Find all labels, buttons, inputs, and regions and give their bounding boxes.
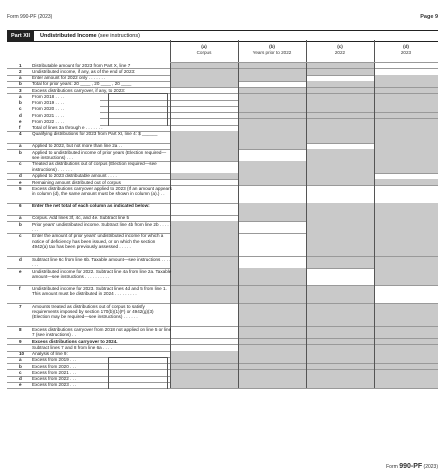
- line-text: From 2021 . . . .: [32, 112, 65, 118]
- line-text: Subtract line 6c from line 6b. Taxable amount—see instructions . . . . . . .: [32, 256, 171, 267]
- line-number: 8: [19, 326, 22, 332]
- line-text: Enter the net total of each column as indicated below:: [32, 203, 150, 209]
- line-text: Undistributed income for 2022. Subtract line 4a from line 2a. Taxable amount—see instructions . . . . . . . . . .: [32, 268, 172, 279]
- line-text: Qualifying distributions for 2023 from Part XI, line 4: $ ______: [32, 131, 158, 137]
- line-text: From 2020 . . . .: [32, 106, 65, 112]
- line-number: a: [19, 215, 22, 221]
- shaded-cell: [307, 161, 374, 172]
- shaded-cell: [375, 131, 438, 142]
- line-number: 2: [19, 68, 22, 74]
- line-number: e: [19, 179, 22, 185]
- line-text: Distributable amount for 2023 from Part X, line 7: [32, 62, 131, 68]
- line-text: Excess distributions carryover to 2024.: [32, 338, 118, 344]
- line-number: d: [19, 112, 22, 118]
- row-divider: [7, 388, 438, 389]
- shaded-cell: [375, 149, 438, 160]
- line-text: Prior years' undistributed income. Subtract line 4b from line 2b . . . . . . . .: [32, 221, 172, 232]
- column-divider: [238, 40, 239, 388]
- shaded-cell: [239, 131, 306, 142]
- line-text: Subtract lines 7 and 8 from line 6a . . . .: [32, 344, 112, 350]
- line-number: b: [19, 81, 22, 87]
- line-number: 10: [19, 351, 25, 357]
- line-number: c: [19, 161, 22, 167]
- line-text: From 2019 . . . .: [32, 100, 65, 106]
- shaded-cell: [239, 304, 306, 327]
- shaded-cell: [307, 304, 374, 327]
- form-id: Form 990-PF (2023): [7, 14, 53, 20]
- column-divider: [374, 40, 375, 388]
- shaded-cell: [307, 131, 374, 142]
- shaded-cell: [375, 327, 438, 338]
- line-text: Excess from 2023 . . .: [32, 382, 77, 388]
- shaded-cell: [239, 268, 306, 285]
- shaded-cell: [239, 161, 306, 172]
- page-footer: Form 990-PF (2023): [386, 463, 438, 470]
- line-text: Applied to 2023 distributable amount . . . .: [32, 173, 117, 179]
- shaded-cell: [171, 268, 238, 285]
- line-text: Excess from 2019 . . .: [32, 357, 77, 363]
- shaded-cell: [375, 203, 438, 214]
- line-number: e: [19, 118, 22, 124]
- line-number: a: [19, 357, 22, 363]
- page-number: Page 9: [420, 14, 438, 20]
- shaded-cell: [171, 221, 238, 232]
- shaded-cell: [171, 257, 238, 268]
- shaded-cell: [239, 286, 306, 303]
- page-header: [7, 14, 438, 23]
- part-label: Part XII: [7, 31, 34, 41]
- line-text: Remaining amount distributed out of corpus: [32, 179, 121, 185]
- line-text: Amounts treated as distributions out of corpus to satisfy requirements imposed by section 170(b)(1)(F) or 4942(g)(3) (Election may be required—see instructions) . . . . . .: [32, 303, 154, 320]
- line-number: a: [19, 75, 22, 81]
- column-header-d: (d) 2023: [400, 44, 412, 55]
- line-number: 1: [19, 62, 22, 68]
- line-number: d: [19, 173, 22, 179]
- shaded-cell: [239, 203, 306, 214]
- line-text: Total for prior years: 20 ____ , 20 ____ , 20 ____: [32, 81, 132, 87]
- line-number: b: [19, 100, 22, 106]
- column-header-b: (b) Years prior to 2022: [252, 44, 292, 55]
- shaded-cell: [171, 131, 238, 142]
- line-text: Applied to 2022, but not more than line 2a . .: [32, 143, 123, 149]
- line-text: Excess distributions carryover from 2018 not applied on line 5 or line 7 (see instructions) . .: [32, 326, 172, 338]
- header-divider: [170, 62, 438, 63]
- shaded-cell: [375, 257, 438, 268]
- line-text: Excess distributions carryover, if any, to 2023:: [32, 87, 126, 93]
- line-number: f: [19, 125, 21, 131]
- line-number: b: [19, 149, 22, 155]
- line-number: c: [19, 233, 22, 239]
- line-text: Treated as distributions out of corpus (Election required—see instructions) . . . . . .: [32, 161, 157, 172]
- column-header-a: (a) Corpus: [196, 44, 212, 55]
- line-number: 6: [19, 203, 22, 209]
- line-number: c: [19, 106, 22, 112]
- line-number: b: [19, 221, 22, 227]
- line-number: 4: [19, 131, 22, 137]
- line-number: d: [19, 376, 22, 382]
- line-number: f: [19, 286, 21, 292]
- shaded-cell: [375, 268, 438, 285]
- line-text: Undistributed income, if any, as of the end of 2023:: [32, 68, 136, 74]
- line-text: Applied to undistributed income of prior years (Election required—see instructions) . . .: [32, 149, 167, 160]
- line-text: Excess from 2021 . . .: [32, 369, 77, 375]
- column-header-c: (c) 2022: [334, 44, 346, 55]
- line-text: Enter amount for 2022 only . . . . . . .: [32, 75, 106, 81]
- shaded-cell: [171, 233, 238, 256]
- line-number: b: [19, 363, 22, 369]
- shaded-cell: [307, 149, 374, 160]
- line-text: From 2022 . . . .: [32, 118, 65, 124]
- line-number: c: [19, 369, 22, 375]
- shaded-cell: [307, 233, 374, 256]
- line-text: Corpus. Add lines 3f, 4c, and 4e. Subtract line 5: [32, 215, 130, 221]
- line-number: d: [19, 256, 22, 262]
- line-text: Excess from 2020 . . .: [32, 363, 77, 369]
- shaded-cell: [307, 203, 374, 214]
- line-text: Total of lines 3a through e . . . . . . .: [32, 125, 103, 131]
- line-number: 3: [19, 87, 22, 93]
- shaded-cell: [307, 286, 374, 303]
- shaded-cell: [375, 221, 438, 232]
- line-text: From 2018 . . . .: [32, 93, 65, 99]
- line-number: a: [19, 93, 22, 99]
- line-text: Excess from 2022 . . .: [32, 376, 77, 382]
- line-number: 5: [19, 185, 22, 191]
- line-number: a: [19, 143, 22, 149]
- part-title: Undistributed Income (see instructions): [40, 33, 140, 39]
- line-text: Excess distributions carryover applied to 2023 (If an amount appears in column (d), the same amount must be shown in column (a).) . .: [32, 185, 172, 197]
- line-number: e: [19, 268, 22, 274]
- shaded-cell: [171, 286, 238, 303]
- line-text: Undistributed income for 2023. Subtract lines 4d and 5 from line 1. This amount must be distributed in 2024 . . . . . . . . .: [32, 286, 167, 297]
- shaded-cell: [375, 233, 438, 256]
- shaded-cell: [375, 161, 438, 172]
- line-text: Enter the amount of prior years' undistributed income for which a notice of deficiency has been issued, or on which the section 4942(a) tax has been previously assessed . . . . .: [32, 233, 164, 249]
- shaded-cell: [307, 221, 374, 232]
- shaded-cell: [307, 327, 374, 338]
- shaded-cell: [375, 304, 438, 327]
- line-number: 7: [19, 303, 22, 309]
- shaded-cell: [239, 327, 306, 338]
- shaded-cell: [307, 257, 374, 268]
- column-divider: [306, 40, 307, 388]
- line-number: 9: [19, 338, 22, 344]
- line-number: e: [19, 382, 22, 388]
- line-text: Analysis of line 9:: [32, 351, 68, 357]
- shaded-cell: [171, 149, 238, 160]
